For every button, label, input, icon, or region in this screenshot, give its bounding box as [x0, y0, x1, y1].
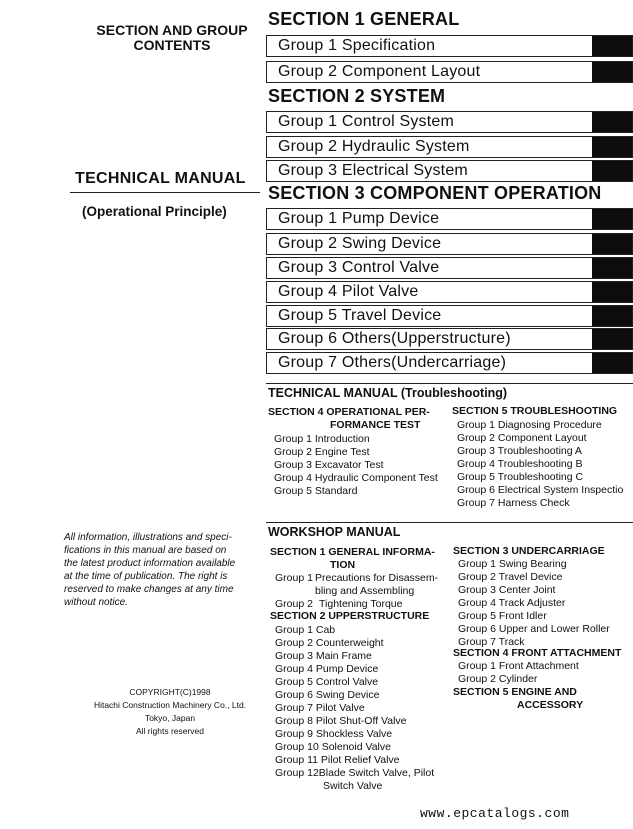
ws-section-2-list [275, 624, 434, 793]
ws-section-5-line1: SECTION 5 ENGINE AND [453, 686, 577, 698]
group-label: Group 1 Pump Device [278, 210, 440, 227]
ws-section-5-line2: ACCESSORY [517, 699, 584, 711]
section-1-title: SECTION 1 GENERAL [268, 9, 460, 29]
ts-section-4-title [268, 406, 430, 432]
ws-section-1-list [275, 572, 438, 611]
manual-title-rule [70, 192, 260, 193]
ws-section-4-list [458, 660, 579, 686]
group-row[interactable] [266, 233, 633, 255]
ws-section-4-title: SECTION 4 FRONT ATTACHMENT [453, 647, 622, 659]
section-2-title: SECTION 2 SYSTEM [268, 86, 446, 106]
group-label: Group 7 Others(Undercarriage) [278, 354, 507, 371]
contents-heading-line2: CONTENTS [133, 37, 211, 53]
group-label: Group 6 Others(Upperstructure) [278, 330, 511, 347]
copyright-line: Hitachi Construction Machinery Co., Ltd. [93, 700, 247, 710]
ts-section-4-list [274, 433, 438, 498]
manual-title: TECHNICAL MANUAL [75, 170, 246, 187]
list-item[interactable] [275, 767, 434, 780]
list-item[interactable]: Switch Valve [323, 780, 383, 792]
list-item[interactable]: Group 3 Main Frame [275, 650, 372, 662]
copyright-line: COPYRIGHT(C)1998 [129, 687, 211, 697]
group-number: Group 2 [275, 598, 313, 610]
footer-url[interactable]: www.epcatalogs.com [420, 806, 570, 821]
troubleshooting-rule [266, 383, 633, 384]
ws-section-3-title: SECTION 3 UNDERCARRIAGE [453, 545, 605, 557]
group-label: Group 2 Hydraulic System [278, 138, 470, 155]
list-item[interactable]: Group 10 Solenoid Valve [275, 741, 391, 753]
index-tab [592, 353, 632, 373]
ws-section-1-line2: TION [330, 559, 356, 571]
list-item[interactable]: Group 2 Component Layout [457, 432, 587, 444]
list-item[interactable]: Group 7 Track [458, 636, 525, 648]
ws-section-5-title [453, 686, 583, 712]
list-item[interactable]: Group 3 Excavator Test [274, 459, 384, 471]
index-tab [592, 137, 632, 157]
group-label: Group 4 Pilot Valve [278, 283, 419, 300]
group-row[interactable] [266, 160, 633, 182]
list-item[interactable]: Group 9 Shockless Valve [275, 728, 393, 740]
workshop-title: WORKSHOP MANUAL [268, 525, 401, 539]
ws-section-1-title [270, 546, 435, 572]
list-item[interactable]: Group 5 Front Idler [458, 610, 547, 622]
list-item[interactable]: Group 1 Diagnosing Procedure [457, 419, 602, 431]
group-label: Group 3 Control Valve [278, 259, 440, 276]
list-item[interactable]: Group 5 Troubleshooting C [457, 471, 584, 483]
group-text: Precautions for Disassem- [315, 572, 439, 584]
list-item[interactable]: Group 1 Introduction [274, 433, 370, 445]
list-item[interactable]: Group 2 Counterweight [275, 637, 384, 649]
list-item[interactable]: Group 4 Track Adjuster [458, 597, 566, 609]
section-3-title: SECTION 3 COMPONENT OPERATION [268, 183, 602, 203]
group-row[interactable] [266, 111, 633, 133]
group-label: Group 5 Travel Device [278, 307, 442, 324]
ws-section-2-title: SECTION 2 UPPERSTRUCTURE [270, 610, 430, 622]
ws-section-3-list [458, 558, 610, 649]
list-item[interactable]: Group 4 Hydraulic Component Test [274, 472, 438, 484]
list-item[interactable]: Group 4 Pump Device [275, 663, 379, 675]
group-number: Group 1 [275, 572, 313, 584]
group-label: Group 3 Electrical System [278, 162, 468, 179]
list-item[interactable]: Group 5 Control Valve [275, 676, 379, 688]
group-row[interactable] [266, 136, 633, 158]
index-tab [592, 161, 632, 181]
index-tab [592, 112, 632, 132]
index-tab [592, 209, 632, 229]
group-label: Group 1 Control System [278, 113, 455, 130]
contents-heading-line1: SECTION AND GROUP [96, 22, 248, 38]
copyright-block [70, 686, 270, 738]
group-text: Tightening Torque [319, 598, 403, 610]
manual-subtitle: (Operational Principle) [82, 204, 227, 219]
index-tab [592, 282, 632, 302]
notice-line: without notice. [64, 597, 128, 608]
list-item[interactable]: Group 3 Center Joint [458, 584, 556, 596]
notice-line: fications in this manual are based on [64, 545, 227, 556]
list-item[interactable]: Group 1 Front Attachment [458, 660, 579, 672]
list-item[interactable] [275, 585, 438, 598]
index-tab [592, 258, 632, 278]
notice-line: the latest product information available [64, 558, 236, 569]
list-item[interactable]: Group 6 Swing Device [275, 689, 380, 701]
group-number: Group 12 [275, 767, 319, 779]
group-row[interactable] [266, 281, 633, 303]
notice-text [64, 531, 264, 609]
group-row[interactable] [266, 61, 633, 83]
copyright-line: All rights reserved [135, 726, 205, 736]
group-text: Blade Switch Valve, Pilot [318, 767, 435, 779]
workshop-rule [266, 522, 633, 523]
index-tab [592, 62, 632, 82]
notice-line: reserved to make changes at any time [64, 584, 234, 595]
group-row[interactable] [266, 352, 633, 374]
notice-line: All information, illustrations and speci- [64, 532, 232, 543]
list-item[interactable]: Group 5 Standard [274, 485, 358, 497]
list-item[interactable]: Group 4 Troubleshooting B [457, 458, 583, 470]
group-row[interactable] [266, 328, 633, 350]
list-item[interactable]: Group 7 Pilot Valve [275, 702, 365, 714]
ws-section-1-line1: SECTION 1 GENERAL INFORMA- [270, 546, 435, 558]
index-tab [592, 329, 632, 349]
notice-line: at the time of publication. The right is [64, 571, 228, 582]
ts-section-4-line1: SECTION 4 OPERATIONAL PER- [268, 406, 430, 418]
group-label: Group 2 Component Layout [278, 63, 481, 80]
contents-heading [72, 23, 272, 53]
list-item[interactable]: Group 6 Electrical System Inspectio [457, 484, 624, 496]
ts-section-5-list [457, 419, 633, 510]
list-item[interactable]: Group 2 Cylinder [458, 673, 538, 685]
group-row[interactable] [266, 35, 633, 57]
index-tab [592, 36, 632, 56]
troubleshooting-title: TECHNICAL MANUAL (Troubleshooting) [268, 386, 508, 400]
list-item[interactable]: Group 11 Pilot Relief Valve [275, 754, 400, 766]
list-item[interactable]: Group 1 Swing Bearing [458, 558, 567, 570]
index-tab [592, 306, 632, 326]
list-item[interactable]: Group 2 Travel Device [458, 571, 563, 583]
ts-section-4-line2: FORMANCE TEST [330, 419, 421, 431]
list-item[interactable]: Group 3 Troubleshooting A [457, 445, 582, 457]
list-item[interactable]: Group 7 Harness Check [457, 497, 570, 509]
index-tab [592, 234, 632, 254]
group-row[interactable] [266, 208, 633, 230]
list-item[interactable]: Group 8 Pilot Shut-Off Valve [275, 715, 407, 727]
ts-section-5-title: SECTION 5 TROUBLESHOOTING [452, 405, 618, 417]
group-row[interactable] [266, 305, 633, 327]
group-label: Group 1 Specification [278, 37, 436, 54]
group-row[interactable] [266, 257, 633, 279]
copyright-line: Tokyo, Japan [144, 713, 196, 723]
list-item[interactable]: Group 6 Upper and Lower Roller [458, 623, 610, 635]
list-item[interactable] [275, 572, 438, 585]
list-item[interactable]: Group 1 Cab [275, 624, 336, 636]
group-label: Group 2 Swing Device [278, 235, 442, 252]
group-text: bling and Assembling [315, 585, 415, 597]
list-item[interactable]: Group 2 Engine Test [274, 446, 370, 458]
